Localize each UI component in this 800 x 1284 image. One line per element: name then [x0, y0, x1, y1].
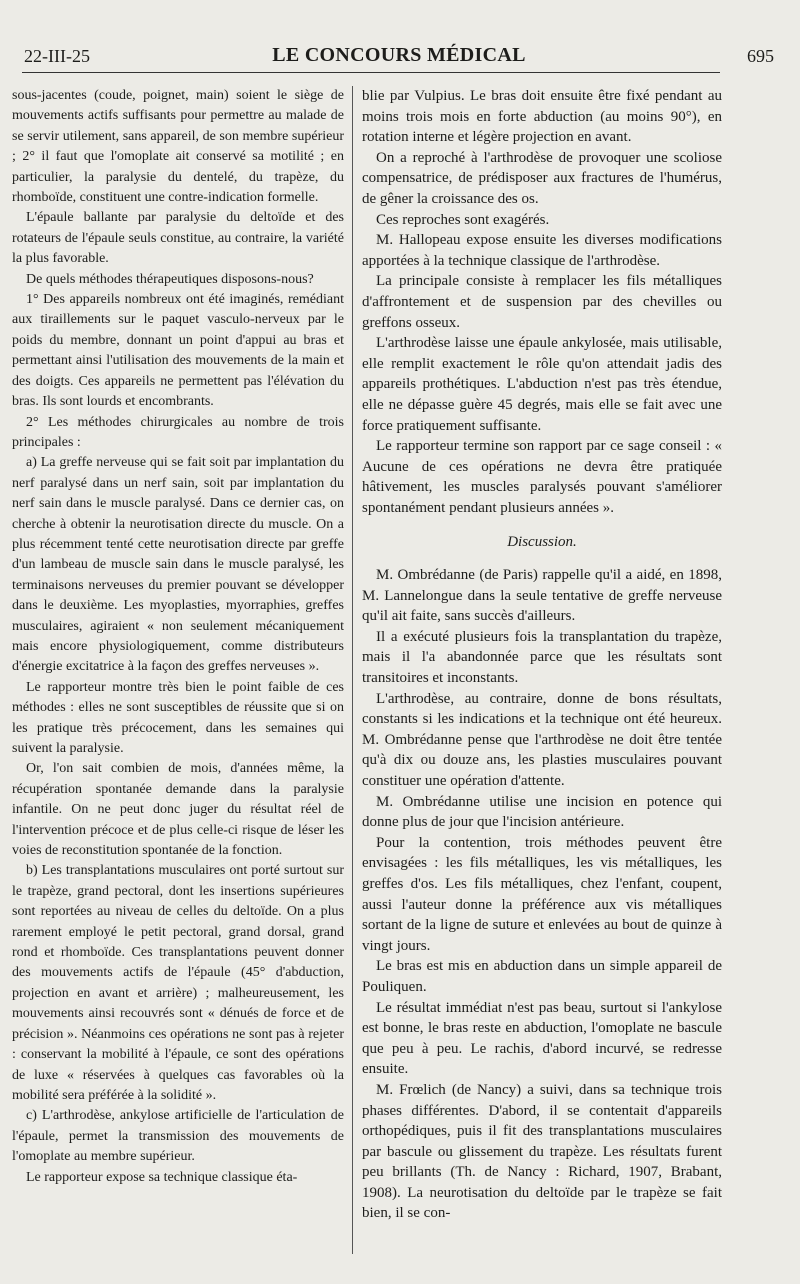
- discussion-heading: Discussion.: [507, 534, 577, 551]
- paragraph: Pour la contention, trois méthodes peuvent être envisagées : les fils métalliques, les vis métalliques, les greffes d'os. Les fils métalliques, chez l'enfant, coupent, aussi l'auteur donne la préférence aux vis métalliques sortant de la ligne de suture et enlevées au bout de quinze à vingt jours.: [362, 834, 722, 954]
- paragraph: c) L'arthrodèse, ankylose artificielle de l'articulation de l'épaule, permet la transmission des mouvements de l'omoplate au membre supérieur.: [12, 1108, 344, 1165]
- header-rule: [22, 72, 720, 73]
- issue-date: 22-III-25: [24, 46, 90, 66]
- paragraph: 1° Des appareils nombreux ont été imaginés, remédiant aux tiraillements sur le paquet vasculo-nerveux par le poids du membre, donnant un point d'appui au bras et permettant ainsi l'utilisation des mouvements de la main et des doigts. Ces appareils ne permettent pas l'élévation du bras. Ils sont lourds et encombrants.: [12, 292, 344, 410]
- page-number: 695: [747, 46, 774, 66]
- paragraph: M. Frœlich (de Nancy) a suivi, dans sa technique trois phases différentes. D'abord, il se contentait d'appareils orthopédiques, puis il fit des transplantations musculaires par bascule ou glissement du trapèze. Les résultats furent peu brillants (Th. de Nancy : Richard, 1907, Brabant, 1908). La neurotisation du deltoïde par le trapèze se fait bien, il se con-: [362, 1081, 722, 1222]
- paragraph: M. Ombrédanne utilise une incision en potence qui donne plus de jour que l'incision antérieure.: [362, 793, 722, 831]
- paragraph: Ces reproches sont exagérés.: [376, 211, 550, 228]
- paragraph: 2° Les méthodes chirurgicales au nombre de trois principales :: [12, 414, 344, 450]
- paragraph: L'arthrodèse, au contraire, donne de bons résultats, constants si les indications et la technique ont été heureux. M. Ombrédanne pense que l'arthrodèse ne doit être tentée qu'à dix ou douze ans, les plasties musculaires pouvant constituer une opération d'attente.: [362, 690, 722, 789]
- paragraph: sous-jacentes (coude, poignet, main) soient le siège de mouvements actifs suffisants pour permettre au malade de se servir utilement, sans appareil, de son membre supérieur ; 2° il faut que l'omoplate ait conservé sa motilité ; en particulier, la paralysie du dentelé, du trapèze, du rhomboïde, constituent une contre-indication formelle.: [12, 88, 344, 206]
- paragraph: Le rapporteur expose sa technique classique éta-: [26, 1169, 298, 1185]
- paragraph: On a reproché à l'arthrodèse de provoquer une scoliose compensatrice, de prédisposer aux fractures de l'humérus, de gêner la croissance des os.: [362, 149, 722, 207]
- paragraph: L'arthrodèse laisse une épaule ankylosée, mais utilisable, elle remplit exactement le rôle qu'on attendait jadis des appareils prothétiques. L'abduction n'est pas très étendue, elle ne dépasse guère 45 degrés, mais elle se fait avec une force pratiquement suffisante.: [362, 335, 722, 434]
- paragraph: Le bras est mis en abduction dans un simple appareil de Pouliquen.: [362, 958, 722, 995]
- paragraph: a) La greffe nerveuse qui se fait soit par implantation du nerf paralysé dans un nerf sain, soit par implantation du nerf sain dans le muscle paralysé. Dans ce dernier cas, on cherche à obtenir la neurotisation directe du muscle. On a plus récemment tenté cette neurotisation directe par greffe d'un lambeau de muscle sain dans le muscle paralysé, les terminaisons nerveuses du premier pouvant se développer dans le deuxième. Les myoplasties, myorraphies, greffes musculaires, agiraient « non seulement mécaniquement mais encore physiologiquement, comme distributeurs d'énergie excitatrice à la façon des greffes nerveuses ».: [12, 455, 344, 675]
- column-separator: [352, 86, 353, 1254]
- paragraph: b) Les transplantations musculaires ont porté surtout sur le trapèze, grand pectoral, dont les insertions supérieures sont reportées au niveau de celles du deltoïde. On a plus rarement employé le petit pectoral, grand dorsal, grand rond et rhomboïde. Ces transplantations peuvent donner des mouvements actifs de l'épaule (45° d'abduction, projection en avant et arrière) ; malheureusement, les mouvements ainsi recouvrés sont « dénués de force et de précision ». Néanmoins ces opérations ne sont pas à rejeter : conservant la mobilité à l'épaule, ce sont des opérations de luxe « réservées à quelques cas favorables où la mobilité sera préférée à la solidité ».: [12, 863, 344, 1103]
- paragraph: De quels méthodes thérapeutiques disposons-nous?: [26, 271, 314, 287]
- paragraph: Il a exécuté plusieurs fois la transplantation du trapèze, mais il l'a abandonnée parce que les résultats sont transitoires et inconstants.: [362, 628, 722, 687]
- paragraph: M. Hallopeau expose ensuite les diverses modifications apportées à la technique classique de l'arthrodèse.: [362, 232, 722, 269]
- journal-title: LE CONCOURS MÉDICAL: [272, 44, 526, 66]
- paragraph: L'épaule ballante par paralysie du deltoïde et des rotateurs de l'épaule seuls constitue, au contraire, la variété la plus favorable.: [12, 210, 344, 267]
- paragraph: Le rapporteur montre très bien le point faible de ces méthodes : elles ne sont susceptibles de réussite que si on les pratique très précocement, dans les semaines qui suivent la paralysie.: [12, 679, 344, 756]
- right-column: [362, 86, 722, 1224]
- left-column: [12, 86, 344, 1188]
- paragraph: Le résultat immédiat n'est pas beau, surtout si l'ankylose est bonne, le bras reste en abduction, l'omoplate ne bascule que peu à peu. Le rachis, d'abord incurvé, se redresse ensuite.: [362, 999, 722, 1078]
- paragraph: La principale consiste à remplacer les fils métalliques d'affrontement et de suspension par des chevilles ou greffons osseux.: [362, 273, 722, 331]
- page-header: [24, 40, 774, 70]
- paragraph: Le rapporteur termine son rapport par ce sage conseil : « Aucune de ces opérations ne devra être pratiquée hâtivement, les muscles paralysés pouvant s'améliorer spontanément pendant plusieurs années ».: [362, 438, 722, 516]
- paragraph: Or, l'on sait combien de mois, d'années même, la récupération spontanée demande dans la paralysie infantile. On ne peut donc juger du résultat réel de l'intervention précoce et de plus celle-ci risque de léser les voies de reconstitution spontanée de la fonction.: [12, 761, 344, 859]
- paragraph: M. Ombrédanne (de Paris) rappelle qu'il a aidé, en 1898, M. Lannelongue dans la seule tentative de greffe nerveuse qu'il ait faite, sans succès d'ailleurs.: [362, 567, 722, 625]
- paragraph: blie par Vulpius. Le bras doit ensuite être fixé pendant au moins trois mois en forte abduction (au moins 90°), en rotation interne et légère projection en avant.: [362, 88, 722, 146]
